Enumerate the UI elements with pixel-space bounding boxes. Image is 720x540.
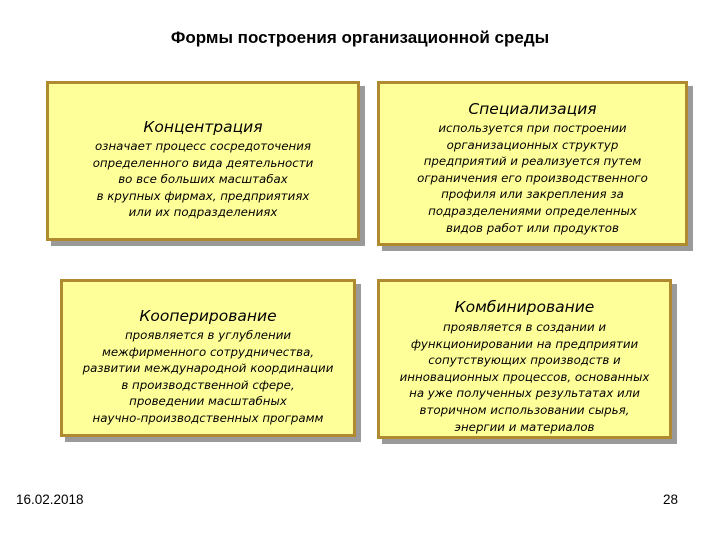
page-number: 28 (662, 492, 678, 507)
card-heading: Кооперирование (139, 307, 277, 325)
card-text: проявляется в создании и функционировании на предприятии сопутствующих производств и инновационных процессов, основанных на уже полученных результатах или вторичном использовании сырья, энергии и материалов (399, 320, 650, 434)
slide-date: 16.02.2018 (16, 492, 84, 507)
card-combination (377, 279, 672, 439)
card-text: означает процесс сосредоточения определенного вида деятельности во все больших масштабах в крупных фирмах, предприятиях или их подразделениях (92, 139, 314, 220)
slide-title: Формы построения организационной среды (170, 28, 550, 47)
card-cooperation (60, 279, 356, 437)
card-text: используется при построении организационных структур предприятий и реализуется путем ограничения его производственного профиля или закрепления за подразделениями определенных видов работ или продуктов (417, 121, 648, 235)
card-heading: Концентрация (143, 118, 263, 136)
card-heading: Специализация (468, 100, 597, 118)
card-text: проявляется в углублении межфирменного сотрудничества, развитии международной координации в производственной сфере, проведении масштабных научно-производственных программ (82, 328, 334, 425)
card-specialization (377, 81, 688, 246)
card-heading: Комбинирование (454, 298, 595, 316)
card-concentration (46, 81, 360, 241)
